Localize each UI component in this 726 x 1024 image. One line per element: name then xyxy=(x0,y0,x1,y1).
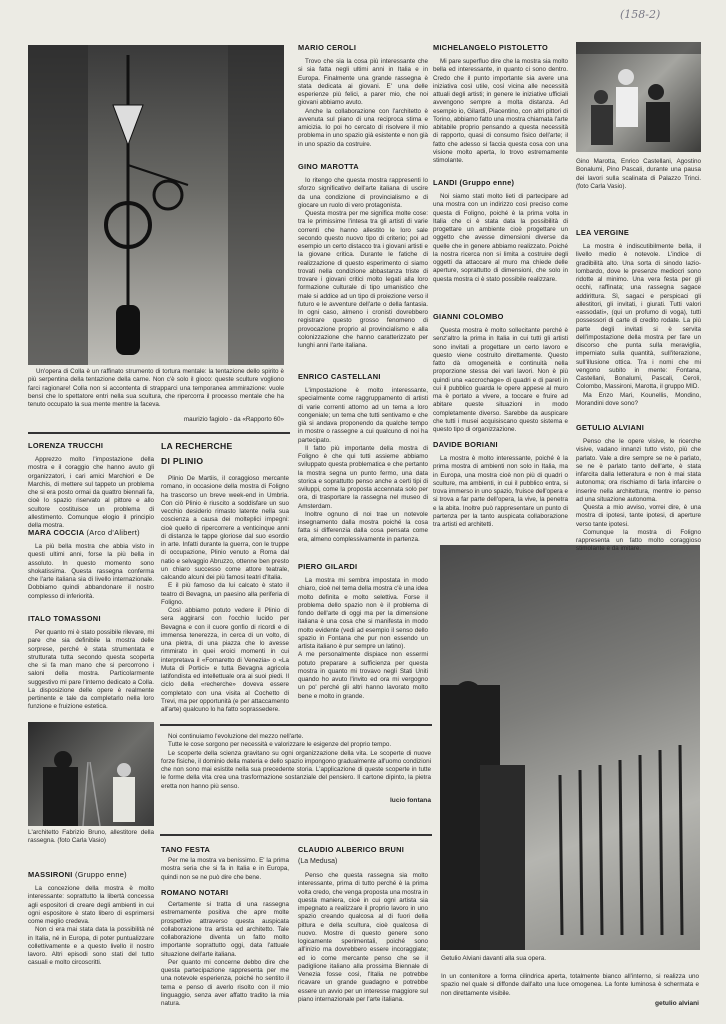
article-ceroli xyxy=(298,43,428,149)
article-paragraph: Tutte le cose sorgono per necessità e valorizzare le esigenze del proprio tempo. xyxy=(168,741,392,749)
divider xyxy=(160,834,432,836)
article-paragraph: La mostra è molto interessante, poiché è la prima mostra di ambienti non solo in Italia, ma in Europa, una mostra cioè non più di quadri o sculture, ma ambienti, in cui il pubblico entra, si trova immerso in uno spazio, fruisce dell'opera e si trova a far parte dell'opera, la vive, la penetra e la abita. Inoltre può rappresentare un punto di partenza per la tanto auspicata collaborazione tra artisti ed architetti. xyxy=(433,455,568,528)
article-heading xyxy=(28,528,154,537)
article-paragraph: La più bella mostra che abbia visto in questi ultimi anni, forse la più bella in assoluto. In questo momento sono shokatissima. Questa rassegna conferma che l'arte italiana sia di livello internazionale. Dobbiamo quindi abbandonare il nostro complesso di inferiorità. xyxy=(28,543,154,600)
article-coccia xyxy=(28,528,154,601)
article-tomassoni xyxy=(28,614,154,712)
article-paragraph: L'impostazione è molto interessante, specialmente come raggruppamento di artisti di varie correnti attorno ad un tema a loro congeniale; un tema che tutti sentivamo e che già si andava proponendo da qualche tempo in mostre o rassegne a cui qualcuno di noi ha partecipato. xyxy=(298,387,428,444)
article-paragraph: Questa a mio avviso, vorrei dire, è una mostra di ipotesi, tante ipotesi, di aperture verso tante ipotesi. xyxy=(576,504,701,528)
article-paragraph: Noi continuiamo l'evoluzione del mezzo nell'arte. xyxy=(168,733,304,740)
article-paragraph: La mostra è indiscutibilmente bella, il livello medio è notevole. L'indice di gradibilità alto. Una sorta di sinodo lazio-lombardo, dove le presenze mediocri sono ridotte al minimo. Una vera festa per gli occhi, raffinata; una rassegna sagace addirittura. Sì, sagaci e perspicaci gli allestitori, gli invitati, i giurati. Tutti valori «assodati», (qui un profumo di voga), tutti possessori di carte di credito rodate. La più parte degli invitati si è servita dell'impostazione della mostra per fare un discorso che punta sulla meraviglia, imperniato sulla quantità, sull'iterazione, sull'illusione ottica. Tra i nomi che mi vengono subito in mente: Fontana, Castellani, Bonalumi, Pascali, Ceroli, Colombo, Massironi, Marotta, il gruppo MID. xyxy=(576,243,701,391)
heading-affiliation: (Gruppo enne) xyxy=(459,178,515,187)
article-paragraph: La mostra mi sembra impostata in modo chiaro, cioè nel tema della mostra c'è una idea molto definita e molto selettiva. Forse il problema dello spazio non è il problema di fondo dell'arte di oggi ma per la dimensione italiana è una cosa che si manifesta in modo molto evidente (vedi ad esempio il senso dello spazio in Fontana che pur non essendo un artista italiano è pur sempre un latino). xyxy=(298,577,428,650)
article-heading: GIANNI COLOMBO xyxy=(433,312,504,321)
article-paragraph: Il fatto più importante della mostra di Foligno è che qui tutti assieme abbiamo sviluppato questa problematica e che pertanto la mostra segna un punto fermo, una data storica e soprattutto penso anche a certi tipi di sviluppi, come la proposta accennata solo per ora, di trasportare la rassegna nel museo di Amsterdam. xyxy=(298,444,428,510)
divider xyxy=(28,432,290,434)
article-heading: LEA VERGINE xyxy=(576,228,630,237)
article-heading xyxy=(433,178,568,187)
article-massironi xyxy=(28,870,154,968)
article-paragraph: Apprezzo molto l'impostazione della mostra e il coraggio che hanno avuto gli organizzatori, i cari amici Marchiori e De Marchis, di mettere sul tappeto un problema che si era posto ormai da quattro biennali fa, cioè lo spazio riservato al pittore e allo scultore costituisce un problema di allestimento. Comunque elogio il principio della mostra. xyxy=(28,456,154,529)
article-paragraph: Per quanto mi concerne debbo dire che questa partecipazione rappresenta per me una notevole esperienza, poiché ho sentito il tema e penso di averlo risolto con il mio linguaggio, senza aver affatto tradito la mia natura. xyxy=(161,958,289,1007)
group-photo-caption: Gino Marotta, Enrico Castellani, Agostino Bonalumi, Pino Pascali, durante una pausa dei lavori sulla scalinata di Palazzo Trinci. (foto Carla Vasio). xyxy=(576,158,701,190)
signature: getulio alviani xyxy=(655,999,699,1007)
article-plinio xyxy=(161,441,289,714)
heading-name: MARA COCCIA xyxy=(28,528,85,537)
alviani-photo-caption: Getulio Alviani davanti alla sua opera. xyxy=(441,955,547,962)
article-paragraph: Anche la collaborazione con l'architetto è avvenuta sul piano di una reciproca stima e amicizia. Io poi ho cercato di risolvere il mio problema in uno spazio già esistente e non già in uno spazio da costruire. xyxy=(298,107,428,148)
article-heading: ITALO TOMASSONI xyxy=(28,614,101,623)
article-heading: GETULIO ALVIANI xyxy=(576,423,645,432)
article-heading: ROMANO NOTARI xyxy=(161,888,229,897)
heading-affiliation: (Arco d'Alibert) xyxy=(86,528,140,537)
article-vergine xyxy=(576,228,701,408)
article-colombo xyxy=(433,312,568,434)
article-boriani xyxy=(433,440,568,529)
architect-caption: L'architetto Fabrizio Bruno, allestitore della rassegna. (foto Carla Vasio) xyxy=(28,829,154,845)
architect-illustration xyxy=(28,722,154,826)
article-paragraph: E il più famoso da lui calcato è stato il teatro di Bevagna, un paesino alla periferia di Foligno. xyxy=(161,582,289,606)
handwritten-note: (158-2) xyxy=(620,8,661,21)
article-heading: TANO FESTA xyxy=(161,845,211,854)
article-paragraph: Per me la mostra va benissimo. E' la prima mostra seria che si fa in Italia e in Europa, quindi non se ne può dire che bene. xyxy=(161,857,289,881)
article-paragraph: Così abbiamo potuto vedere il Plinio di sera aggirarsi con l'occhio lucido per Bevagna e con il cuore gonfio di ricordi e di immensa tenerezza, in cerca di un volto, di una pietra, di una piazza che lo avesse rimmirato in quei eroici momenti in cui interpretava il «Fornaretto di Venezia» o «La Muta di Portici» e tutta Bevagna agricola latifondista ed intellettuale ora ai suoi piedi. Il ciclo della «recherche» doveva essere completato con una visita al Cochetto di Trevi, ma per opportunità (e per attaccamento all'arte) qualcuno lo ha fatto soprassedere. xyxy=(161,607,289,713)
divider xyxy=(160,724,432,726)
sculpture-illustration xyxy=(28,45,284,365)
article-paragraph: Le scoperte della scienza gravitano su ogni organizzazione della vita. Le scoperte di nuove forze fisiche, il dominio della materia e dello spazio impongono gradualmente all'uomo condizioni che non sono mai esistite nella sua precedente storia. L'applicazione di queste scoperte in tutte le forme della vita crea una trasformazione sostanziale del pensiero. Il cartone dipinto, la pietra eretta non hanno più senso. xyxy=(161,749,431,790)
article-paragraph: Mi pare superfluo dire che la mostra sia molto bella ed interessante, in quanto ci sono dentro. Credo che il punto importante sia avere una iniziativa così utile, così vicina alle necessità attuali degli artisti; in genere le iniziative ufficiali avvengono sempre a molta distanza. Ad esempio io, Gilardi, Piacentino, con altri pittori di Torino, abbiamo fatto una mostra chiamata l'arte abitabile proprio pensando a questa necessità di rapporto, quasi di consumo fisico dell'arte; il fatto che adesso si faccia questa cosa con una visione molto aperta, lo trovo estremamente stimolante. xyxy=(433,58,568,164)
article-paragraph: A me personalmente dispiace non essermi potuto preparare a sufficienza per questa mostra in quanto mi trovavo negli Stati Uniti quando ho avuto l'invito ed ora mi vergogno un po' perché gli altri hanno lavorato molto bene e molto in grande. xyxy=(298,651,428,700)
article-paragraph: Per quanto mi è stato possibile rilevare, mi pare che sia definibile la mostra delle sorprese, perché è stata strumentata e strutturata tutta secondo questa scoperta che si fa man mano che si percorrono i saloni della mostra. Particolarmente suggestivo mi pare l'interno dedicato a Colla. La disposizione delle opere è realmente pertinente e tale da completarlo nella loro funzione e fruizione estetica. xyxy=(28,629,154,711)
group-illustration xyxy=(576,42,701,152)
article-title-line-1: LA RECHERCHE xyxy=(161,441,233,451)
article-trucchi xyxy=(28,441,154,530)
group-photo xyxy=(576,42,701,152)
article-paragraph: Ma Enzo Mari, Kounellis, Mondino, Morandini dove sono? xyxy=(576,391,701,407)
heading-name: MASSIRONI xyxy=(28,870,73,879)
article-paragraph: Trovo che sia la cosa più interessante che si sia fatta negli ultimi anni in Italia e in Europa. Finalmente una grande rassegna è stata dedicata ai giovani. E' una delle esperienze più felici, a parer mio, che noi giovani abbiamo avuto. xyxy=(298,58,428,107)
signature: lucio fontana xyxy=(389,796,431,804)
article-paragraph: Certamente si tratta di una rassegna estremamente positiva che apre molte prospettive attraverso questa auspicata collaborazione tra artista ed architetto. Tale collaborazione diventa un fatto molto importante soprattutto oggi, data l'attuale situazione dell'arte italiana. xyxy=(161,901,289,958)
article-landi xyxy=(433,178,568,284)
heading-affiliation: (Gruppo enne) xyxy=(74,870,127,879)
article-bruni xyxy=(298,845,428,1004)
article-paragraph: Non ci era mai stata data la possibilità né in Italia, né in Europa, di poter puntualizzare collettivamente e a questo livello il nostro lavoro. Altri episodi sono stati del tutto casuali e molto circoscritti. xyxy=(28,926,154,967)
article-heading: MICHELANGELO PISTOLETTO xyxy=(433,43,549,52)
colla-caption: Un'opera di Colla è un raffinato strumento di tortura mentale: la tentazione dello spirito è più serpentina della tentazione della carne. Non c'è solo il gioco: queste sculture vogliono farci ragionare! Colla non si accontenta di strapparci una temporanea ammirazione: vuole bensì che lo spettatore entri nella sua scultura, che ripercorra il processo mentale che ha tenuto occupato la sua mente mentre la faceva. xyxy=(28,368,284,408)
article-title-line-2: DI PLINIO xyxy=(161,456,204,466)
article-paragraph: Comunque la mostra di Foligno rappresenta un fatto molto coraggioso stimolante e da imitare. xyxy=(576,528,701,553)
article-heading: DAVIDE BORIANI xyxy=(433,440,498,449)
article-paragraph: Io ritengo che questa mostra rappresenti lo sforzo significativo dell'arte italiana di uscire da una condizione di provincialismo e di giocare un ruolo di vero protagonista. xyxy=(298,177,428,209)
heading-affiliation: (La Medusa) xyxy=(298,858,338,865)
article-alviani xyxy=(576,423,701,554)
article-heading: MARIO CEROLI xyxy=(298,43,357,52)
colla-credit: maurizio fagiolo - da «Rapporto 60» xyxy=(183,416,284,423)
colla-sculpture-photo xyxy=(28,45,284,365)
article-paragraph: La concezione della mostra è molto interessante: soprattutto la libertà concessa agli espositori di creare degli ambienti in cui ogni espositore è stato libero di esprimersi come meglio credeva. xyxy=(28,885,154,925)
article-gilardi xyxy=(298,562,428,701)
article-heading: ENRICO CASTELLANI xyxy=(298,372,381,381)
alviani-photo-text xyxy=(441,973,699,1007)
article-paragraph: Questa mostra è molto sollecitante perché è senz'altro la prima in Italia in cui tutti gli artisti sono invitati a progettare un certo lavoro e questo viene costruito direttamente. Questo fatto dà omogeneità e continuità nella proporzione stessa dei vari lavori. Non è più quindi una «accrochage» di quadri e di pareti in cui il pubblico guarda le opere appese al muro ma è portato a vivere, a toccare e fruire ad abitare queste situazioni in modo completamente diverso. Sarebbe da auspicare che tutti i musei acquisiscano questo sistema e questo tipo di organizzazione. xyxy=(433,327,568,433)
article-heading: LORENZA TRUCCHI xyxy=(28,441,104,450)
article-notari xyxy=(161,888,289,1008)
heading-name: LANDI xyxy=(433,178,458,187)
article-heading xyxy=(28,870,154,879)
article-marotta xyxy=(298,162,428,350)
article-festa xyxy=(161,845,289,882)
article-paragraph: Inoltre ognuno di noi trae un notevole insegnamento dalla mostra poiché la cosa fatta si differenzia dalla cosa pensata come era, almeno complessivamente in partenza. xyxy=(298,510,428,543)
article-heading: CLAUDIO ALBERICO BRUNI xyxy=(298,845,405,854)
article-paragraph: Penso che questa rassegna sia molto interessante, prima di tutto perché è la prima volta credo, che venga proposta una mostra in questa maniera, cioè in cui ogni artista sia impegnato a realizzare il proprio lavoro in uno spazio creando qualcosa al di fuori della pittura e della scultura, cioè qualcosa di nuovo. Mostre di questo genere sono logicamente sperimentali, poiché sono all'inizio ma dovrebbero essere incoraggiate; ed io come mercante penso che se il padiglione italiano alla prossima Biennale di Venezia fosse così, l'Italia ne potrebbe ricavare un grande guadagno e potrebbe essere un avvio per un interesse maggiore sul piano internazionale per l'arte italiana. xyxy=(298,872,428,1003)
article-fontana xyxy=(161,733,431,804)
article-castellani xyxy=(298,372,428,544)
article-paragraph: Plinio De Martiis, il coraggioso mercante romano, in occasione della mostra di Foligno ha trascorso un breve week-end in Umbria. Con ciò Plinio è riuscito a soddisfare un suo vecchio desiderio rimasto latente nella sua coscienza a causa dei molteplici impegni: cioè quello di ripercorrere a venticinque anni di distanza le tappe gloriose dal suo esordio in arte. Infatti durante la guerra, con le truppe di occupazione, Plinio venuto a Roma dal natio e selvaggio Abruzzo, ottenne ben presto un chiaro successo come attore teatrale, calcando alcuni dei più famosi teatri d'Italia. xyxy=(161,475,289,581)
article-paragraph: Questa mostra per me significa molte cose: tra le primissime l'intesa tra gli artisti di varie correnti che hanno allestito le loro sale secondo questo nuovo tipo di criterio; poi ad esempio un certo distacco tra i giovani artisti e la giovane critica. Durante le fatiche di realizzazione di questo esperimento ci siamo trovati nella condizione abbastanza triste di trovare i giovani critici molto legati alla loro formazione culturale di tipo umanistico che male si addice ad un tipo di proiezione verso il futuro e le avventure dell'arte o della fantasia. In ogni caso, almeno i cronisti dovrebbero registrare questo grosso fenomeno di provocazione proprio al provincialismo e alla colonizzazione che hanno caratterizzato per lunghi anni l'arte italiana. xyxy=(298,210,428,349)
article-heading: GINO MAROTTA xyxy=(298,162,359,171)
article-pistoletto xyxy=(433,43,568,165)
alviani-illustration xyxy=(440,545,700,950)
article-heading: PIERO GILARDI xyxy=(298,562,358,571)
architect-photo xyxy=(28,722,154,826)
article-paragraph: In un contenitore a forma cilindrica aperta, totalmente bianco all'interno, si realizza uno spazio nel quale si diffonde dall'alto una luce omogenea. La fonte luminosa è schermata e non direttamente visibile. xyxy=(441,973,699,997)
article-paragraph: Penso che le opere visive, le ricerche visive, vadano innanzi tutto visto, più che parlato. Vale a dire sempre se ne è parlato, se ne è parlato tanto dell'arte, è stata infarcita dalla letteratura e non è mai stata autonoma; ora rischiamo di farla infarcire o inserire nella architettura, mentre io penso ad una situazione autonoma. xyxy=(576,438,701,503)
article-paragraph: Noi siamo stati molto lieti di partecipare ad una mostra con un indirizzo così preciso come questa di Foligno, poiché è la prima volta in Italia che ci è stata data la possibilità di progettare un ambiente cioè progettare un oggetto che avesse dimensioni diverse da quelle che in genere abbiamo realizzato. Poiché la nostra ricerca non si limita a costruire degli oggetti da attaccare al muro ma chiede delle aperture, soprattutto di dimensioni, che solo in questa mostra ci è stato possibile realizzare. xyxy=(433,193,568,283)
alviani-photo xyxy=(440,545,700,950)
